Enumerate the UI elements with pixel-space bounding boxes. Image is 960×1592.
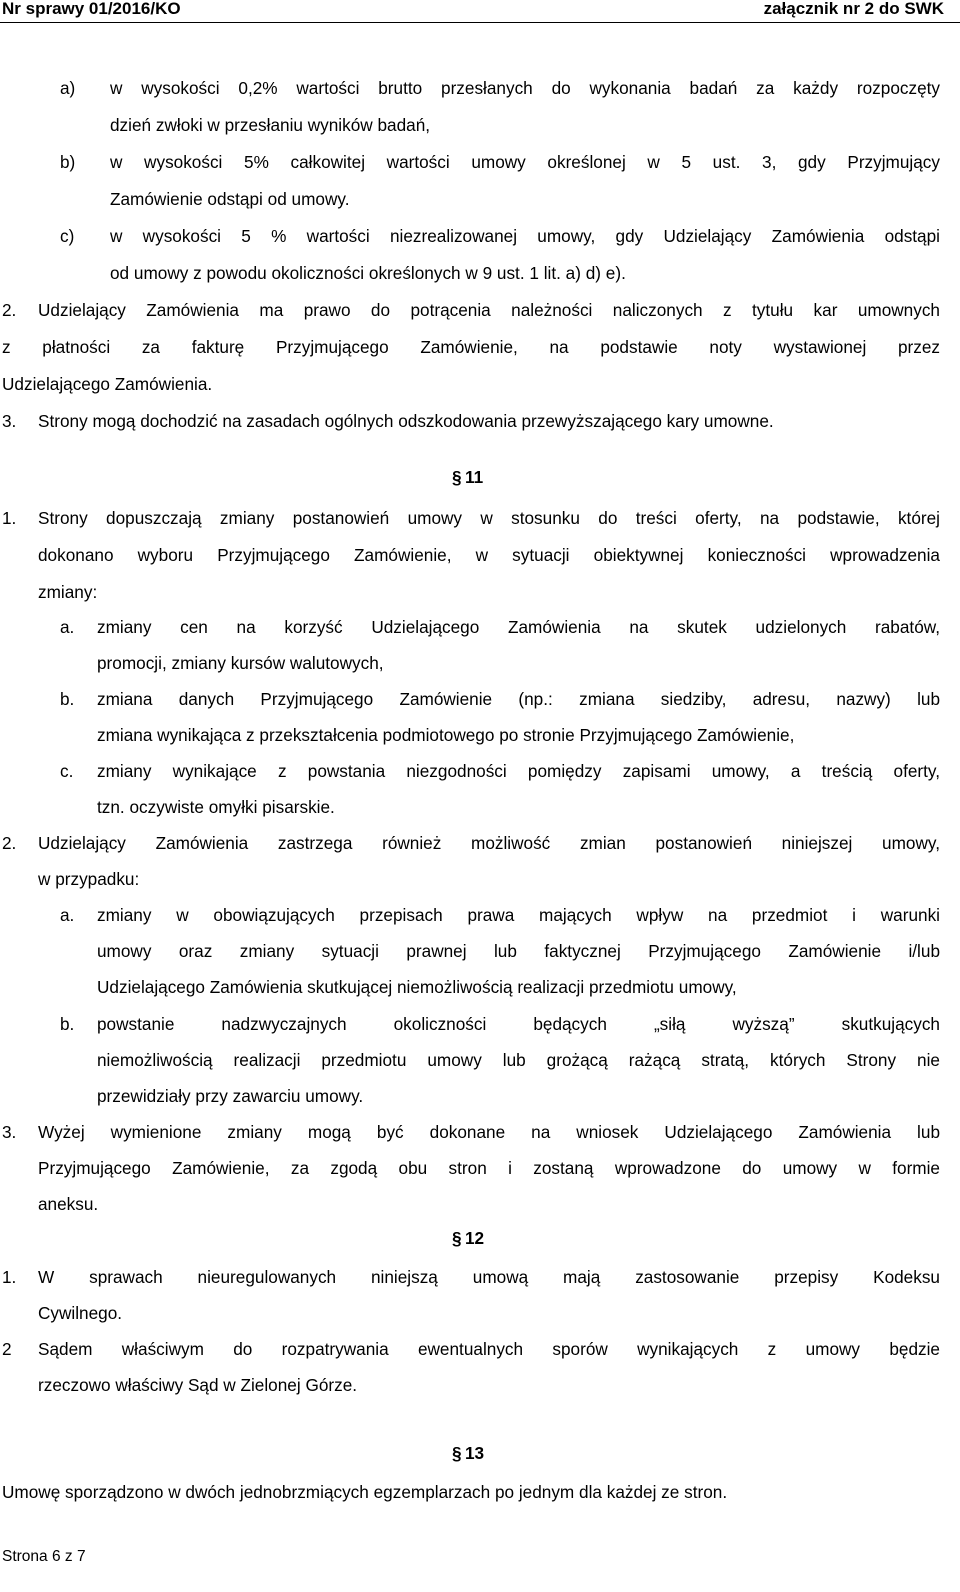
section-12-heading: § 12 — [452, 1228, 485, 1248]
s12-p2-line2: rzeczowo właściwy Sąd w Zielonej Górze. — [38, 1375, 358, 1395]
s11-p2-line2: w przypadku: — [38, 869, 140, 889]
s11-p3-line1: Wyżej wymienione zmiany mogą być dokonane na wniosek Udzielającego Zamówienia lub — [38, 1122, 940, 1142]
penalty-c-line1: w wysokości 5 % wartości niezrealizowanej umowy, gdy Udzielający Zamówienia odstąpi — [110, 226, 940, 246]
penalty-b-line1: w wysokości 5% całkowitej wartości umowy określonej w 5 ust. 3, gdy Przyjmujący — [110, 152, 940, 172]
list-label-b: b) — [60, 152, 76, 172]
s11-p2-b-line3: przewidziały przy zawarciu umowy. — [97, 1086, 364, 1106]
para2-line1: Udzielający Zamówienia ma prawo do potrącenia należności naliczonych z tytułu kar umownych — [38, 300, 940, 320]
s11-p1-b-line1: zmiana danych Przyjmującego Zamówienie (np.: zmiana siedziby, adresu, nazwy) lub — [97, 689, 940, 709]
s11-p2-b-line2: niemożliwością realizacji przedmiotu umowy lub grożącą rażącą stratą, których Strony nie — [97, 1050, 940, 1070]
s11-p2-line1: Udzielający Zamówienia zastrzega również możliwość zmian postanowień niniejszej umowy, — [38, 833, 940, 853]
s11-p3-line3: aneksu. — [38, 1194, 99, 1214]
list-label-c: c) — [60, 226, 75, 246]
s11-p2-b-line1: powstanie nadzwyczajnych okoliczności będących „siłą wyższą” skutkujących — [97, 1014, 940, 1034]
s13-line1: Umowę sporządzono w dwóch jednobrzmiących egzemplarzach po jednym dla każdej ze stron. — [2, 1482, 728, 1502]
s11-p1-line3: zmiany: — [38, 582, 98, 602]
para-number: 3. — [2, 411, 17, 431]
s12-p1-line2: Cywilnego. — [38, 1303, 123, 1323]
penalty-b-line2: Zamówienie odstąpi od umowy. — [110, 189, 350, 209]
penalty-c-line2: od umowy z powodu okoliczności określonych w 9 ust. 1 lit. a) d) e). — [110, 263, 626, 283]
s11-p1-c-line2: tzn. oczywiste omyłki pisarskie. — [97, 797, 335, 817]
list-label-a: a. — [60, 617, 75, 637]
s11-p2-a-line2: umowy oraz zmiany sytuacji prawnej lub faktycznej Przyjmującego Zamówienie i/lub — [97, 941, 940, 961]
penalty-a-line1: w wysokości 0,2% wartości brutto przesłanych do wykonania badań za każdy rozpoczęty — [110, 78, 940, 98]
s11-p2-a-line1: zmiany w obowiązujących przepisach prawa mających wpływ na przedmiot i warunki — [97, 905, 940, 925]
section-sign: § — [452, 1228, 465, 1248]
s11-p1-c-line1: zmiany wynikające z powstania niezgodności pomiędzy zapisami umowy, a treścią oferty, — [97, 761, 940, 781]
section-11-heading: § 11 — [452, 467, 484, 487]
case-number: Nr sprawy 01/2016/KO — [2, 0, 181, 18]
s11-p1-b-line2: zmiana wynikająca z przekształcenia podmiotowego po stronie Przyjmującego Zamówienie, — [97, 725, 795, 745]
section-sign: § — [452, 1443, 465, 1463]
para-number: 1. — [2, 1267, 17, 1287]
s11-p2-a-line3: Udzielającego Zamówienia skutkującej niemożliwością realizacji przedmiotu umowy, — [97, 977, 737, 997]
list-label-a: a. — [60, 905, 75, 925]
para-number: 2 — [2, 1339, 12, 1359]
para3-line1: Strony mogą dochodzić na zasadach ogólnych odszkodowania przewyższającego kary umowne. — [38, 411, 774, 431]
section-13-heading: § 13 — [452, 1443, 485, 1463]
section-sign: § — [452, 467, 465, 487]
list-label-b: b. — [60, 1014, 75, 1034]
page-header — [0, 0, 960, 23]
para-number: 1. — [2, 508, 17, 528]
para-number: 2. — [2, 833, 17, 853]
list-label-b: b. — [60, 689, 75, 709]
list-label-c: c. — [60, 761, 74, 781]
para2-line2: z płatności za fakturę Przyjmującego Zamówienie, na podstawie noty wystawionej przez — [2, 337, 940, 357]
s12-p2-line1: Sądem właściwym do rozpatrywania ewentualnych sporów wynikających z umowy będzie — [38, 1339, 940, 1359]
para2-line3: Udzielającego Zamówienia. — [2, 374, 213, 394]
s11-p1-a-line2: promocji, zmiany kursów walutowych, — [97, 653, 384, 673]
s11-p3-line2: Przyjmującego Zamówienie, za zgodą obu stron i zostaną wprowadzone do umowy w formie — [38, 1158, 940, 1178]
s12-p1-line1: W sprawach nieuregulowanych niniejszą umową mają zastosowanie przepisy Kodeksu — [38, 1267, 940, 1287]
penalty-a-line2: dzień zwłoki w przesłaniu wyników badań, — [110, 115, 431, 135]
page-footer: Strona 6 z 7 — [2, 1548, 86, 1565]
para-number: 2. — [2, 300, 17, 320]
para-number: 3. — [2, 1122, 17, 1142]
attachment-label: załącznik nr 2 do SWK — [763, 0, 944, 18]
s11-p1-line1: Strony dopuszczają zmiany postanowień umowy w stosunku do treści oferty, na podstawie, której — [38, 508, 940, 528]
list-label-a: a) — [60, 78, 76, 98]
s11-p1-a-line1: zmiany cen na korzyść Udzielającego Zamówienia na skutek udzielonych rabatów, — [97, 617, 940, 637]
s11-p1-line2: dokonano wyboru Przyjmującego Zamówienie, w sytuacji obiektywnej konieczności wprowadzenia — [38, 545, 940, 565]
